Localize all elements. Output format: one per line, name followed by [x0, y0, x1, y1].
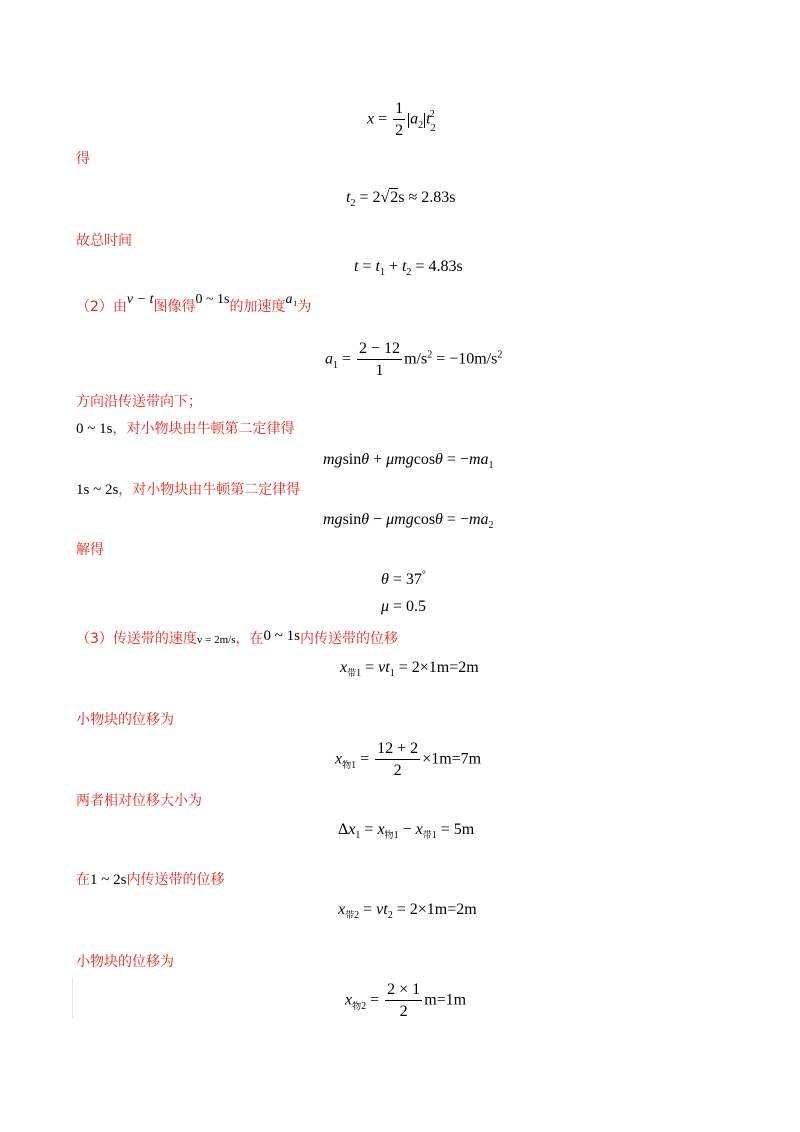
part2-wei: 为 — [297, 299, 312, 315]
text-block-disp1: 小物块的位移为 — [76, 712, 174, 728]
equation-dx1: $\Delta x_1 = x_{物1} - x_{带1} = 5m$ — [338, 821, 475, 842]
belt-disp2-text: 内传送带的位移 — [126, 872, 225, 888]
part3-mid: ，在 — [235, 631, 264, 647]
zai-text: 在 — [76, 872, 90, 888]
range-0-1s: 0 ~ 1s — [195, 292, 230, 307]
part2-mid: 图像得 — [153, 299, 196, 315]
a1-symbol: a₁ — [285, 292, 298, 307]
equation-x-block2: $x_{物2}$ = $\frac{2 \times 1}{2}$ m=1m — [345, 981, 467, 1020]
part3-prefix: （3）传送带的速度 — [76, 631, 197, 647]
text-newton-line1 — [76, 422, 294, 437]
vt-symbol: v − t — [126, 292, 154, 307]
equation-t2: $t_2 = 2√2s \approx 2.83s$ — [346, 189, 456, 210]
text-solve: 解得 — [76, 542, 104, 558]
text-de: 得 — [76, 151, 90, 167]
text-direction: 方向沿传送带向下； — [76, 394, 202, 410]
range1: 0 ~ 1s — [76, 421, 113, 437]
equation-a1: $a_1$ = $\frac{2 - 12}{1}$ $m/s^2 = -10m/s^2$ — [325, 340, 503, 379]
text-total-time: 故总时间 — [76, 233, 132, 249]
text-part2-line — [76, 292, 312, 315]
newton1-text: ，对小物块由牛顿第二定律得 — [112, 421, 295, 437]
text-part3-line — [76, 628, 398, 647]
margin-line — [72, 978, 73, 1018]
text-belt-disp2-line — [76, 873, 224, 888]
part3-range: 0 ~ 1s — [263, 628, 300, 644]
newton2-text: ，对小物块由牛顿第二定律得 — [118, 482, 301, 498]
text-relative-disp: 两者相对位移大小为 — [76, 793, 202, 809]
part3-suffix: 内传送带的位移 — [299, 631, 398, 647]
part2-acc: 的加速度 — [229, 299, 286, 315]
belt-speed: v = 2m/s — [196, 634, 236, 646]
equation-x-belt2: $x_{带2} = vt_2 = 2\times 1m=2m$ — [338, 901, 477, 922]
equation-mu: μ = 0.5 — [381, 598, 427, 615]
range3: 1 ~ 2s — [90, 872, 127, 888]
equation-theta: θ = 37° — [381, 569, 426, 588]
equation-total-time: $t = t_1 + t_2 = 4.83s$ — [354, 258, 463, 279]
equation-newton1: $mgsin\theta + \mu mgcos\theta = -ma_1$ — [323, 451, 494, 472]
text-block-disp2: 小物块的位移为 — [76, 954, 174, 970]
part2-prefix: （2）由 — [76, 299, 127, 315]
equation-x-block1: $x_{物1}$ = $\frac{12 + 2}{2}$ ×1m=7m — [335, 740, 482, 779]
equation-x-half: x = $\frac{1}{2}$ $a_2$ $t_2^2$ — [367, 100, 436, 139]
range2: 1s ~ 2s — [76, 482, 119, 498]
text-newton-line2 — [76, 483, 300, 498]
equation-x-belt1: $x_{带1} = vt_1 = 2\times 1m=2m$ — [340, 659, 479, 680]
equation-newton2: $mgsin\theta - \mu mgcos\theta = -ma_2$ — [323, 511, 494, 532]
